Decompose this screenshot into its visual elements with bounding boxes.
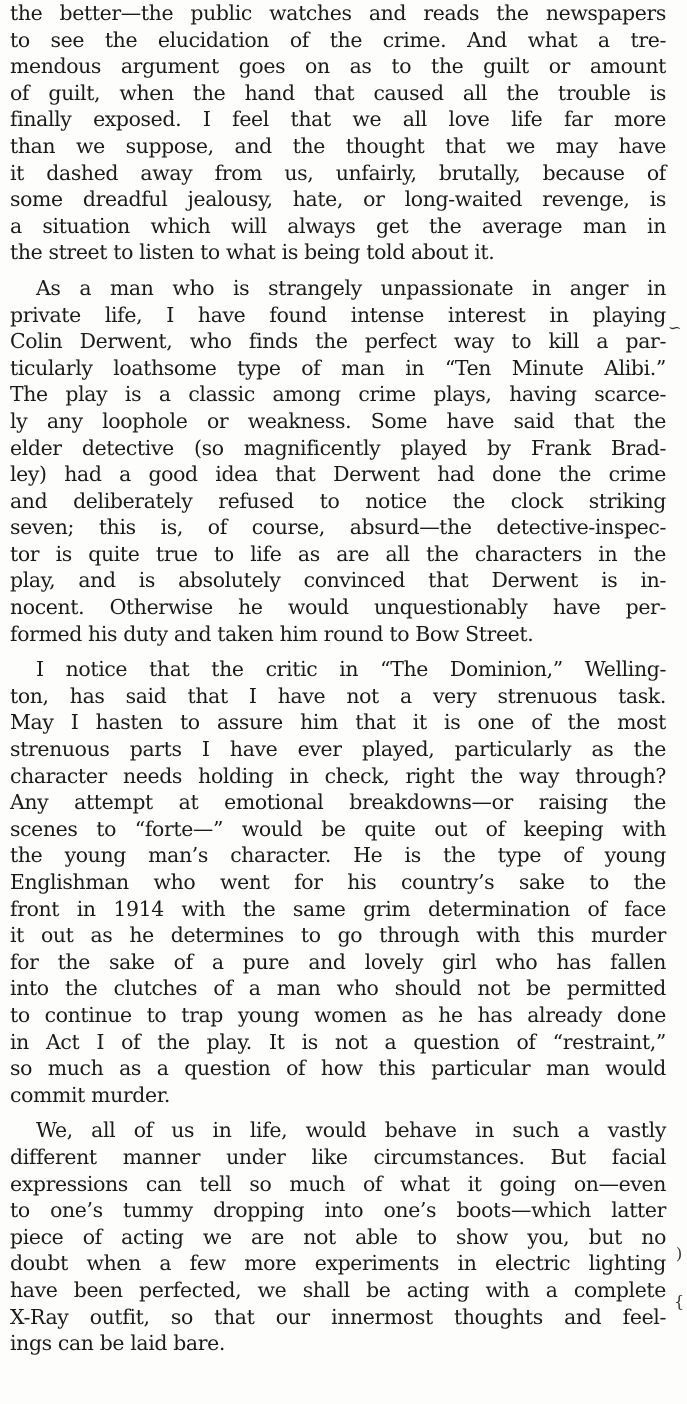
text-line: in Act I of the play. It is not a question of “restraint,”: [10, 1029, 666, 1054]
text-line: it dashed away from us, unfairly, brutally, because of: [10, 160, 666, 185]
text-line: strenuous parts I have ever played, particularly as the: [10, 737, 666, 762]
text-line: to continue to trap young women as he has already done: [10, 1002, 666, 1027]
text-line: the young man’s character. He is the type of young: [10, 843, 666, 868]
text-line: into the clutches of a man who should not be permitted: [10, 976, 666, 1001]
paragraph-spacer: [10, 266, 666, 275]
paragraph: [10, 275, 666, 647]
text-line: Any attempt at emotional breakdowns—or raising the: [10, 790, 666, 815]
text-line: doubt when a few more experiments in electric lighting: [10, 1251, 666, 1276]
paragraph-spacer: [10, 1108, 666, 1117]
text-line: different manner under like circumstances. But facial: [10, 1144, 666, 1169]
article-body: [10, 0, 666, 1357]
text-line: to one’s tummy dropping into one’s boots—which latter: [10, 1198, 666, 1223]
text-line: scenes to “forte—” would be quite out of keeping with: [10, 816, 666, 841]
text-line: a situation which will always get the average man in: [10, 213, 666, 238]
text-line: commit murder.: [10, 1082, 170, 1107]
text-line: of guilt, when the hand that caused all the trouble is: [10, 80, 666, 105]
text-line: May I hasten to assure him that it is one of the most: [10, 710, 666, 735]
text-line: ly any loophole or weakness. Some have said that the: [10, 408, 666, 433]
text-line: piece of acting we are not able to show you, but no: [10, 1224, 666, 1249]
text-line: so much as a question of how this particular man would: [10, 1056, 666, 1081]
text-line: seven; this is, of course, absurd—the detective-inspec-: [10, 515, 666, 540]
margin-mark: {: [674, 1292, 685, 1311]
text-line: and deliberately refused to notice the clock striking: [10, 488, 666, 513]
text-line: mendous argument goes on as to the guilt or amount: [10, 54, 666, 79]
paragraph: [10, 656, 666, 1108]
text-line: the better—the public watches and reads the newspapers: [10, 1, 666, 25]
text-line: have been perfected, we shall be acting with a complete: [10, 1277, 666, 1302]
text-line: than we suppose, and the thought that we may have: [10, 133, 666, 158]
text-line: character needs holding in check, right the way through?: [10, 763, 666, 788]
text-line: As a man who is strangely unpassionate in anger in: [36, 275, 666, 300]
text-line: I notice that the critic in “The Dominion,” Welling-: [36, 657, 666, 682]
text-line: Englishman who went for his country’s sake to the: [10, 870, 666, 894]
text-line: elder detective (so magnificently played by Frank Brad-: [10, 435, 666, 460]
paragraph: [10, 0, 666, 266]
text-line: front in 1914 with the same grim determination of face: [10, 896, 666, 921]
text-line: private life, I have found intense interest in playing: [10, 302, 666, 327]
text-line: ticularly loathsome type of man in “Ten Minute Alibi.”: [10, 355, 666, 380]
text-line: Colin Derwent, who finds the perfect way to kill a par-: [10, 329, 666, 354]
text-line: play, and is absolutely convinced that Derwent is in-: [10, 568, 666, 593]
text-line: finally exposed. I feel that we all love life far more: [10, 107, 666, 132]
text-line: formed his duty and taken him round to Bow Street.: [10, 621, 534, 646]
text-line: ley) had a good idea that Derwent had done the crime: [10, 462, 666, 487]
text-line: The play is a classic among crime plays, having scarce-: [10, 382, 666, 407]
paragraph-spacer: [10, 647, 666, 656]
text-line: expressions can tell so much of what it going on—even: [10, 1171, 666, 1196]
text-line: X-Ray outfit, so that our innermost thoughts and feel-: [10, 1304, 666, 1329]
text-line: some dreadful jealousy, hate, or long-waited revenge, is: [10, 187, 666, 212]
text-line: to see the elucidation of the crime. And what a tre-: [10, 27, 666, 52]
text-line: ings can be laid bare.: [10, 1331, 225, 1356]
text-line: the street to listen to what is being told about it.: [10, 240, 495, 265]
margin-mark: ): [676, 1244, 683, 1263]
text-line: tor is quite true to life as are all the characters in the: [10, 541, 666, 566]
paragraph: [10, 1117, 666, 1356]
text-line: nocent. Otherwise he would unquestionably have per-: [10, 595, 666, 620]
text-line: it out as he determines to go through with this murder: [10, 923, 666, 948]
margin-mark: ∽: [668, 318, 682, 337]
text-line: for the sake of a pure and lovely girl who has fallen: [10, 949, 666, 974]
text-line: ton, has said that I have not a very strenuous task.: [10, 683, 666, 708]
text-line: We, all of us in life, would behave in such a vastly: [36, 1118, 666, 1143]
